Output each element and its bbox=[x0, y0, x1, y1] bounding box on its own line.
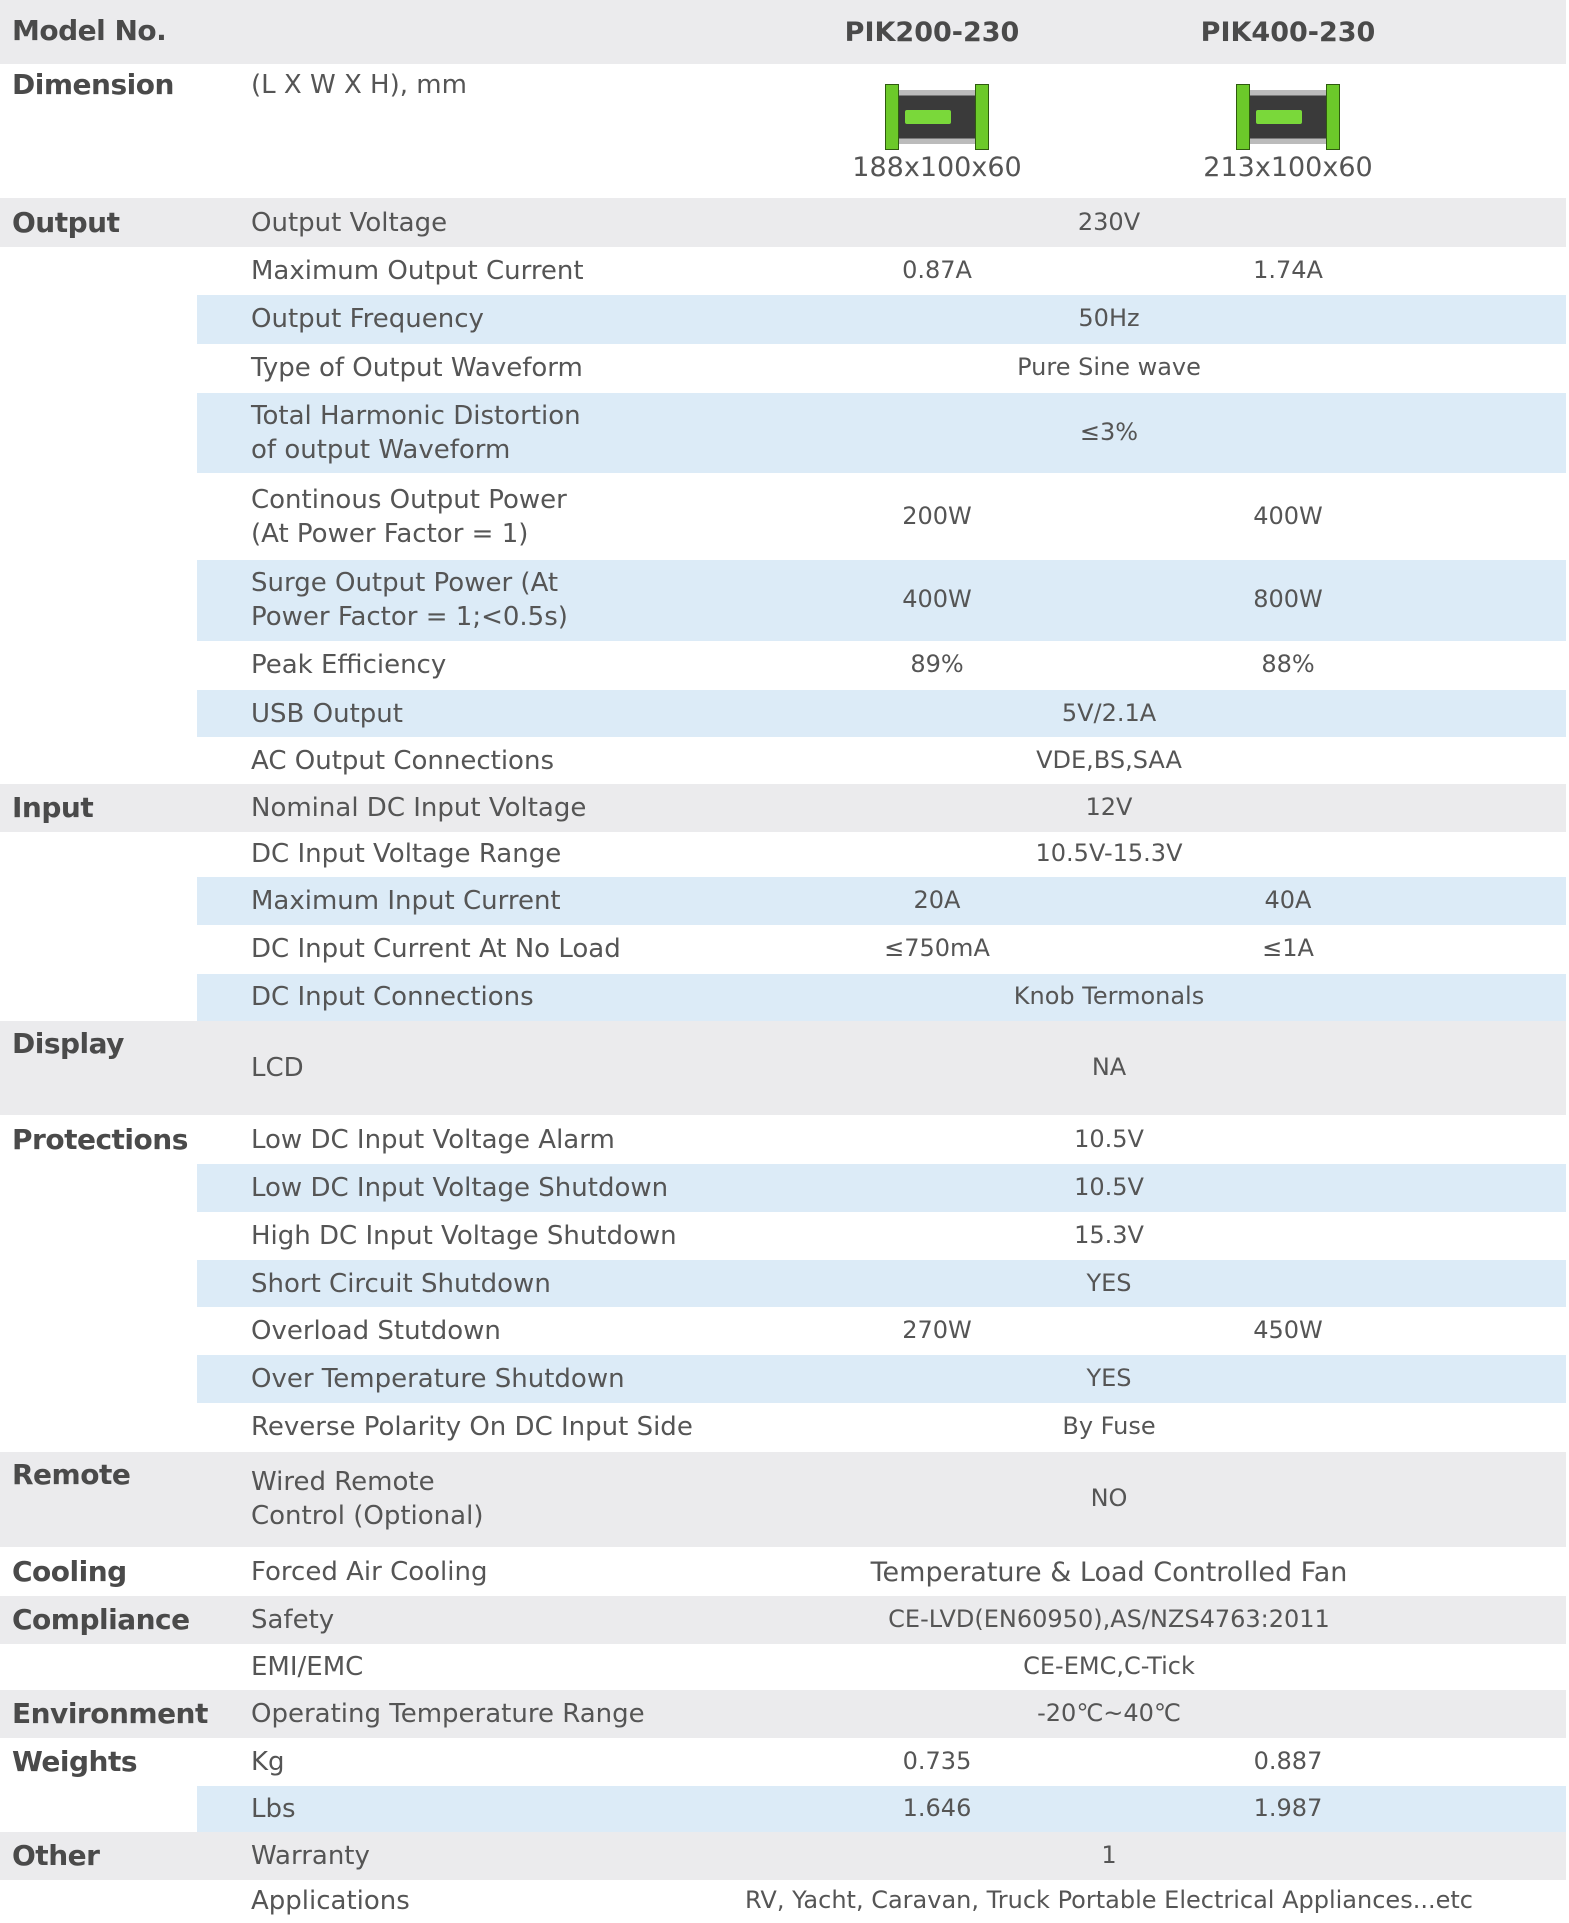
value-cell-merged: 10.5V-15.3V bbox=[1035, 839, 1183, 868]
value-cell-merged: 1 bbox=[1101, 1840, 1117, 1869]
param-label: Lbs bbox=[251, 1793, 296, 1824]
value-cell-merged: 12V bbox=[1085, 792, 1133, 821]
value-cell: 400W bbox=[902, 585, 972, 614]
param-label: Total Harmonic Distortion of output Waveform bbox=[251, 400, 581, 465]
spec-row bbox=[0, 1164, 1566, 1212]
value-cell: 88% bbox=[1261, 650, 1315, 679]
value-cell-merged: 15.3V bbox=[1074, 1220, 1144, 1249]
param-label: EMI/EMC bbox=[251, 1651, 364, 1682]
value-cell: ≤750mA bbox=[884, 934, 990, 963]
param-label: Short Circuit Shutdown bbox=[251, 1268, 551, 1299]
spec-row bbox=[0, 784, 1566, 832]
param-label: Maximum Input Current bbox=[251, 885, 561, 916]
value-cell-merged: VDE,BS,SAA bbox=[1036, 745, 1182, 774]
inverter-product-icon bbox=[1236, 84, 1340, 150]
spec-row bbox=[0, 1738, 1566, 1786]
param-label: Forced Air Cooling bbox=[251, 1556, 488, 1587]
spec-row bbox=[0, 690, 1566, 738]
spec-row bbox=[0, 247, 1566, 295]
value-cell-merged: 230V bbox=[1077, 207, 1141, 236]
value-cell-merged: YES bbox=[1086, 1268, 1132, 1297]
value-cell-merged: NO bbox=[1090, 1484, 1128, 1513]
value-cell-merged: ≤3% bbox=[1079, 417, 1139, 446]
value-cell-merged: 5V/2.1A bbox=[1061, 698, 1157, 727]
param-label: Applications bbox=[251, 1886, 410, 1917]
param-label: Output Frequency bbox=[251, 304, 484, 335]
value-cell: 20A bbox=[913, 885, 961, 914]
spec-row bbox=[0, 344, 1566, 393]
value-cell: 400W bbox=[1253, 501, 1323, 530]
value-cell-merged: CE-EMC,C-Tick bbox=[1023, 1651, 1195, 1680]
value-cell: 0.887 bbox=[1253, 1746, 1323, 1775]
param-label: Operating Temperature Range bbox=[251, 1699, 645, 1730]
value-cell-merged: NA bbox=[1091, 1053, 1127, 1082]
value-cell: 1.987 bbox=[1253, 1793, 1323, 1822]
value-cell: ≤1A bbox=[1262, 934, 1314, 963]
param-label: Continous Output Power (At Power Factor = 1) bbox=[251, 484, 567, 549]
category-label: Other bbox=[12, 1838, 100, 1872]
param-label: AC Output Connections bbox=[251, 745, 554, 776]
param-label: Kg bbox=[251, 1746, 285, 1777]
spec-row bbox=[0, 1355, 1566, 1403]
value-cell: 450W bbox=[1253, 1316, 1323, 1345]
category-label: Input bbox=[12, 790, 94, 824]
param-label: Safety bbox=[251, 1604, 335, 1635]
value-cell-merged: 50Hz bbox=[1078, 304, 1140, 333]
model-pik200-header: PIK200-230 bbox=[844, 17, 1020, 48]
value-cell: 1.646 bbox=[902, 1793, 972, 1822]
spec-row bbox=[0, 974, 1566, 1022]
spec-row bbox=[0, 1021, 1566, 1115]
param-label: LCD bbox=[251, 1053, 304, 1084]
value-cell: 0.735 bbox=[902, 1746, 972, 1775]
param-label: DC Input Connections bbox=[251, 982, 534, 1013]
category-label: Compliance bbox=[12, 1602, 190, 1636]
spec-row bbox=[0, 1596, 1566, 1644]
category-label: Output bbox=[12, 205, 120, 239]
spec-row bbox=[0, 641, 1566, 690]
value-cell-merged: 10.5V bbox=[1074, 1173, 1144, 1202]
header-row bbox=[0, 0, 1566, 64]
param-label: Low DC Input Voltage Shutdown bbox=[251, 1173, 669, 1204]
param-label: Output Voltage bbox=[251, 207, 448, 238]
value-cell-merged: YES bbox=[1086, 1363, 1132, 1392]
param-label: Surge Output Power (At Power Factor = 1;<0.5s) bbox=[251, 568, 568, 633]
value-cell-merged: -20℃~40℃ bbox=[1037, 1699, 1181, 1728]
param-label: Wired Remote Control (Optional) bbox=[251, 1467, 484, 1532]
value-cell-merged: 10.5V bbox=[1074, 1124, 1144, 1153]
spec-row bbox=[0, 877, 1566, 925]
value-cell-merged: RV, Yacht, Caravan, Truck Portable Electrical Appliances...etc bbox=[745, 1886, 1473, 1915]
inverter-product-icon bbox=[885, 84, 989, 150]
spec-row bbox=[0, 1786, 1566, 1832]
dimension-value: 213x100x60 bbox=[1203, 152, 1373, 183]
value-cell: 270W bbox=[902, 1316, 972, 1345]
model-no-label: Model No. bbox=[12, 14, 167, 47]
param-label: Low DC Input Voltage Alarm bbox=[251, 1124, 615, 1155]
category-label: Dimension bbox=[12, 68, 174, 101]
spec-row bbox=[0, 393, 1566, 474]
spec-row bbox=[0, 1307, 1566, 1355]
spec-row bbox=[0, 1690, 1566, 1738]
param-label: Maximum Output Current bbox=[251, 255, 584, 286]
param-label: Warranty bbox=[251, 1840, 370, 1871]
category-label: Cooling bbox=[12, 1554, 127, 1588]
dimension-row bbox=[0, 64, 1566, 198]
param-label: Type of Output Waveform bbox=[251, 353, 583, 384]
spec-row bbox=[0, 737, 1566, 783]
value-cell-merged: Pure Sine wave bbox=[1017, 353, 1201, 382]
value-cell: 40A bbox=[1264, 885, 1312, 914]
param-label: Overload Stutdown bbox=[251, 1316, 501, 1347]
param-label: DC Input Current At No Load bbox=[251, 934, 621, 965]
param-label: Nominal DC Input Voltage bbox=[251, 792, 587, 823]
value-cell-merged: Temperature & Load Controlled Fan bbox=[870, 1556, 1348, 1588]
model-pik400-header: PIK400-230 bbox=[1200, 17, 1376, 48]
value-cell: 0.87A bbox=[902, 255, 972, 284]
category-label: Weights bbox=[12, 1744, 138, 1778]
value-cell-merged: Knob Termonals bbox=[1013, 982, 1205, 1011]
spec-row bbox=[0, 1832, 1566, 1880]
param-label: Reverse Polarity On DC Input Side bbox=[251, 1412, 693, 1443]
spec-row bbox=[0, 1880, 1566, 1923]
dimension-value: 188x100x60 bbox=[852, 152, 1022, 183]
param-label: DC Input Voltage Range bbox=[251, 839, 562, 870]
param-label: High DC Input Voltage Shutdown bbox=[251, 1220, 677, 1251]
value-cell-merged: By Fuse bbox=[1062, 1412, 1156, 1441]
category-label: Display bbox=[12, 1027, 124, 1061]
spec-row bbox=[0, 1115, 1566, 1164]
category-label: Environment bbox=[12, 1697, 208, 1731]
param-label: Over Temperature Shutdown bbox=[251, 1363, 625, 1394]
param-label: USB Output bbox=[251, 698, 403, 729]
spec-row bbox=[0, 473, 1566, 560]
value-cell: 200W bbox=[902, 501, 972, 530]
param-label: Peak Efficiency bbox=[251, 650, 447, 681]
spec-row bbox=[0, 295, 1566, 344]
value-cell: 1.74A bbox=[1253, 255, 1323, 284]
category-label: Remote bbox=[12, 1457, 131, 1491]
spec-row bbox=[0, 832, 1566, 877]
spec-row bbox=[0, 560, 1566, 641]
spec-row bbox=[0, 198, 1566, 247]
spec-row bbox=[0, 925, 1566, 974]
spec-row bbox=[0, 1212, 1566, 1260]
spec-row bbox=[0, 1403, 1566, 1452]
param-label: (L X W X H), mm bbox=[251, 70, 467, 100]
value-cell: 800W bbox=[1253, 585, 1323, 614]
value-cell: 89% bbox=[910, 650, 964, 679]
category-label: Protections bbox=[12, 1122, 188, 1156]
spec-row bbox=[0, 1547, 1566, 1596]
spec-row bbox=[0, 1452, 1566, 1547]
spec-row bbox=[0, 1644, 1566, 1690]
spec-row bbox=[0, 1260, 1566, 1308]
value-cell-merged: CE-LVD(EN60950),AS/NZS4763:2011 bbox=[888, 1604, 1330, 1633]
